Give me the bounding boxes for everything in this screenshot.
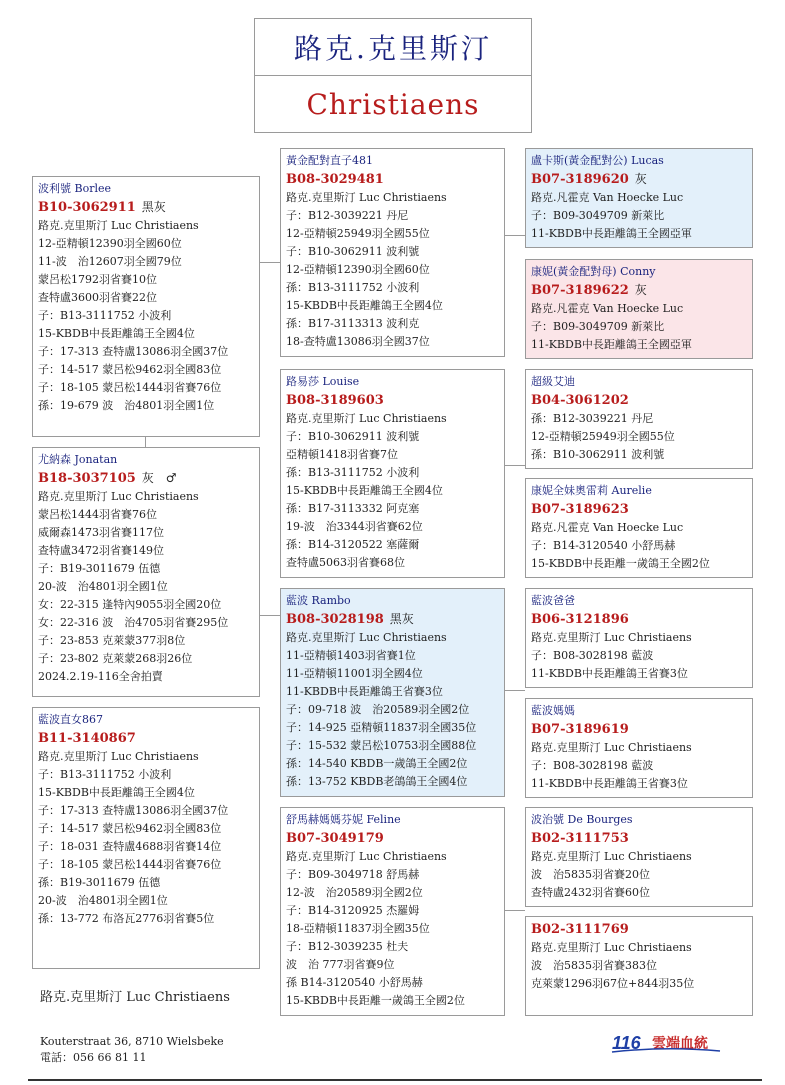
ring-number: B02-3111769 bbox=[531, 922, 629, 937]
detail-line: 子：B14-3120540 小舒馬赫 bbox=[531, 539, 676, 552]
detail-line: 18-亞精頓11837羽全國35位 bbox=[286, 922, 430, 935]
connector-line bbox=[260, 262, 280, 263]
detail-line: 20-波 治4801羽全國1位 bbox=[38, 894, 168, 907]
ring-number-row bbox=[531, 391, 747, 410]
logo-graphic bbox=[610, 1032, 722, 1054]
ring-number: B02-3111753 bbox=[531, 831, 629, 846]
detail-line: 子：B09-3049709 新萊比 bbox=[531, 320, 665, 333]
title-en: Christiaens bbox=[306, 87, 480, 121]
detail-line: 孫 B14-3120540 小舒馬赫 bbox=[286, 976, 423, 989]
ring-number-row bbox=[286, 391, 499, 410]
ring-number: B08-3028198 bbox=[286, 612, 384, 627]
detail-line: 路克.克里斯汀 Luc Christiaens bbox=[286, 631, 447, 644]
detail-line: 子：18-105 蒙呂松1444羽省賽76位 bbox=[38, 858, 222, 871]
detail-line: 孫：B17-3113332 阿克塞 bbox=[286, 502, 420, 515]
detail-line: 蒙呂松1792羽省賽10位 bbox=[38, 273, 157, 286]
detail-line: 路克.克里斯汀 Luc Christiaens bbox=[38, 219, 199, 232]
ring-number-row bbox=[531, 920, 747, 939]
ring-number-row bbox=[286, 170, 499, 189]
detail-line: 路克.克里斯汀 Luc Christiaens bbox=[531, 850, 692, 863]
detail-line: 18-查特盧13086羽全國37位 bbox=[286, 335, 430, 348]
detail-line: 子：B19-3011679 伍德 bbox=[38, 562, 161, 575]
connector-line bbox=[505, 910, 525, 911]
detail-line: 19-波 治3344羽省賽62位 bbox=[286, 520, 423, 533]
detail-line: 子：B08-3028198 藍波 bbox=[531, 649, 654, 662]
detail-line: 波 治5835羽省賽20位 bbox=[531, 868, 650, 881]
detail-line: 孫：B14-3120522 塞薩爾 bbox=[286, 538, 420, 551]
pigeon-name: 黃金配對直子481 bbox=[286, 154, 373, 167]
detail-line: 子：18-105 蒙呂松1444羽省賽76位 bbox=[38, 381, 222, 394]
pedigree-card-sd bbox=[280, 369, 505, 578]
pigeon-name: 尤納森 Jonatan bbox=[38, 453, 118, 466]
ring-number: B10-3062911 bbox=[38, 200, 136, 215]
detail-line: 路克.克里斯汀 Luc Christiaens bbox=[531, 631, 692, 644]
detail-line: 11-亞精頓1403羽省賽1位 bbox=[286, 649, 416, 662]
detail-line: 子：B13-3111752 小波利 bbox=[38, 309, 172, 322]
pedigree-card-ds bbox=[280, 588, 505, 797]
detail-line: 11-KBDB中長距離鴿王全國亞軍 bbox=[531, 227, 692, 240]
pedigree-card-sds bbox=[525, 369, 753, 469]
ring-number: B07-3189620 bbox=[531, 172, 629, 187]
detail-line: 子：B09-3049709 新萊比 bbox=[531, 209, 665, 222]
pedigree-card-ddd bbox=[525, 916, 753, 1016]
pigeon-color: 黑灰 bbox=[389, 612, 414, 626]
pigeon-name: 藍波 Rambo bbox=[286, 594, 351, 607]
detail-line: 孫：B13-3111752 小波利 bbox=[286, 281, 420, 294]
pigeon-color: 灰 bbox=[634, 172, 647, 186]
detail-line: 11-KBDB中長距離鴿王省賽3位 bbox=[531, 777, 688, 790]
detail-line: 孫：B10-3062911 波利號 bbox=[531, 448, 665, 461]
detail-line: 子：14-517 蒙呂松9462羽全國83位 bbox=[38, 822, 222, 835]
detail-line: 路克.凡霍克 Van Hoecke Luc bbox=[531, 521, 684, 534]
pigeon-name: 波治號 De Bourges bbox=[531, 813, 633, 826]
detail-line: 路克.克里斯汀 Luc Christiaens bbox=[286, 191, 447, 204]
pigeon-name: 波利號 Borlee bbox=[38, 182, 111, 195]
detail-line: 15-KBDB中長距離鴿王全國4位 bbox=[38, 786, 195, 799]
detail-line: 孫：B19-3011679 伍德 bbox=[38, 876, 161, 889]
detail-line: 11-波 治12607羽全國79位 bbox=[38, 255, 182, 268]
pedigree-card-dds bbox=[525, 807, 753, 907]
detail-line: 11-KBDB中長距離鴿王省賽3位 bbox=[531, 667, 688, 680]
ring-number-row bbox=[531, 829, 747, 848]
ring-number: B04-3061202 bbox=[531, 393, 629, 408]
detail-line: 孫：14-540 KBDB一歲鴿王全國2位 bbox=[286, 757, 468, 770]
detail-line: 15-KBDB中長距離一歲鴿王全國2位 bbox=[286, 994, 465, 1007]
ring-number: B07-3049179 bbox=[286, 831, 384, 846]
detail-line: 子：15-532 蒙呂松10753羽全國88位 bbox=[286, 739, 477, 752]
pigeon-name: 藍波爸爸 bbox=[531, 594, 575, 607]
detail-line: 查特盧3472羽省賽149位 bbox=[38, 544, 164, 557]
detail-line: 孫：13-752 KBDB老鴿鴿王全國4位 bbox=[286, 775, 468, 788]
detail-line: 子：B13-3111752 小波利 bbox=[38, 768, 172, 781]
detail-line: 子：B10-3062911 波利號 bbox=[286, 430, 420, 443]
detail-line: 子：B12-3039235 杜夫 bbox=[286, 940, 409, 953]
detail-line: 15-KBDB中長距離鴿王全國4位 bbox=[286, 299, 443, 312]
detail-line: 路克.克里斯汀 Luc Christiaens bbox=[38, 750, 199, 763]
pigeon-name: 路易莎 Louise bbox=[286, 375, 360, 388]
detail-line: 20-波 治4801羽全國1位 bbox=[38, 580, 168, 593]
detail-line: 子：B12-3039221 丹尼 bbox=[286, 209, 409, 222]
detail-line: 女：22-316 波 治4705羽省賽295位 bbox=[38, 616, 229, 629]
detail-line: 12-亞精頓12390羽全國60位 bbox=[286, 263, 430, 276]
detail-line: 子：B14-3120925 杰羅姆 bbox=[286, 904, 420, 917]
ring-number: B11-3140867 bbox=[38, 731, 136, 746]
ring-number-row bbox=[531, 170, 747, 189]
connector-line bbox=[505, 690, 525, 691]
pigeon-name: 康妮全妹奧雷莉 Aurelie bbox=[531, 484, 652, 497]
header-box bbox=[254, 18, 532, 133]
detail-line: 孫：B17-3113313 波利克 bbox=[286, 317, 420, 330]
detail-line: 12-波 治20589羽全國2位 bbox=[286, 886, 423, 899]
detail-line: 路克.克里斯汀 Luc Christiaens bbox=[38, 490, 199, 503]
detail-line: 查特盧3600羽省賽22位 bbox=[38, 291, 157, 304]
breeder-contact bbox=[40, 1034, 224, 1066]
detail-line: 亞精頓1418羽省賽7位 bbox=[286, 448, 398, 461]
detail-line: 11-KBDB中長距離鴿王全國亞軍 bbox=[531, 338, 692, 351]
pedigree-card-ssd bbox=[525, 259, 753, 359]
pedigree-card-dss bbox=[525, 588, 753, 688]
detail-line: 子：09-718 波 治20589羽全國2位 bbox=[286, 703, 470, 716]
detail-line: 15-KBDB中長距離鴿王全國4位 bbox=[38, 327, 195, 340]
ring-number-row bbox=[38, 198, 254, 217]
pedigree-card-sire bbox=[32, 176, 260, 437]
logo-text: 雲端血統 bbox=[652, 1036, 708, 1052]
detail-line: 路克.克里斯汀 Luc Christiaens bbox=[286, 412, 447, 425]
pedigree-card-dsd bbox=[525, 698, 753, 798]
ring-number-row bbox=[531, 610, 747, 629]
detail-line: 孫：13-772 布洛瓦2776羽省賽5位 bbox=[38, 912, 215, 925]
detail-line: 子：23-853 克萊蒙377羽8位 bbox=[38, 634, 186, 647]
ring-number: B07-3189623 bbox=[531, 502, 629, 517]
detail-line: 2024.2.19-116全舍拍賣 bbox=[38, 670, 163, 683]
breeder-address: Kouterstraat 36, 8710 Wielsbeke bbox=[40, 1035, 224, 1048]
ring-number: B06-3121896 bbox=[531, 612, 629, 627]
pedigree-card-sdd bbox=[525, 478, 753, 578]
detail-line: 11-KBDB中長距離鴿王省賽3位 bbox=[286, 685, 443, 698]
pedigree-card-ss bbox=[280, 148, 505, 357]
detail-line: 12-亞精頓12390羽全國60位 bbox=[38, 237, 182, 250]
connector-line bbox=[505, 465, 525, 466]
pigeon-name: 盧卡斯(黃金配對公) Lucas bbox=[531, 154, 664, 167]
detail-line: 路克.克里斯汀 Luc Christiaens bbox=[531, 741, 692, 754]
detail-line: 路克.凡霍克 Van Hoecke Luc bbox=[531, 302, 684, 315]
detail-line: 克萊蒙1296羽67位+844羽35位 bbox=[531, 977, 695, 990]
detail-line: 子：14-925 亞精頓11837羽全國35位 bbox=[286, 721, 477, 734]
ring-number: B18-3037105 bbox=[38, 471, 136, 486]
detail-line: 路克.凡霍克 Van Hoecke Luc bbox=[531, 191, 684, 204]
detail-line: 路克.克里斯汀 Luc Christiaens bbox=[286, 850, 447, 863]
title-cn: 路克.克里斯汀 bbox=[255, 19, 531, 76]
bottom-divider bbox=[28, 1079, 762, 1081]
ring-number-row bbox=[286, 829, 499, 848]
detail-line: 子：17-313 查特盧13086羽全國37位 bbox=[38, 804, 229, 817]
detail-line: 波 治5835羽省賽383位 bbox=[531, 959, 657, 972]
detail-line: 路克.克里斯汀 Luc Christiaens bbox=[531, 941, 692, 954]
ring-number-row bbox=[38, 729, 254, 748]
ring-number-row bbox=[286, 610, 499, 629]
pedigree-card-third bbox=[32, 707, 260, 969]
detail-line: 查特盧5063羽省賽68位 bbox=[286, 556, 405, 569]
ring-number: B07-3189622 bbox=[531, 283, 629, 298]
connector-line bbox=[505, 235, 525, 236]
detail-line: 子：18-031 查特盧4688羽省賽14位 bbox=[38, 840, 222, 853]
pigeon-color: 灰 bbox=[634, 283, 647, 297]
detail-line: 子：B09-3049718 舒馬赫 bbox=[286, 868, 420, 881]
ring-number: B08-3029481 bbox=[286, 172, 384, 187]
pedigree-card-dd bbox=[280, 807, 505, 1016]
detail-line: 波 治 777羽省賽9位 bbox=[286, 958, 395, 971]
detail-line: 孫：B13-3111752 小波利 bbox=[286, 466, 420, 479]
detail-line: 子：B08-3028198 藍波 bbox=[531, 759, 654, 772]
detail-line: 12-亞精頓25949羽全國55位 bbox=[286, 227, 430, 240]
detail-line: 15-KBDB中長距離鴿王全國4位 bbox=[286, 484, 443, 497]
breeder-name: 路克.克里斯汀 Luc Christiaens bbox=[40, 990, 230, 1005]
pigeon-name: 藍波媽媽 bbox=[531, 704, 575, 717]
detail-line: 孫：B12-3039221 丹尼 bbox=[531, 412, 654, 425]
pigeon-color: 灰 ♂ bbox=[141, 471, 177, 485]
pedigree-card-dam bbox=[32, 447, 260, 697]
detail-line: 子：B10-3062911 波利號 bbox=[286, 245, 420, 258]
breeder-phone: 電話：056 66 81 11 bbox=[40, 1051, 147, 1064]
ring-number-row bbox=[38, 469, 254, 488]
detail-line: 查特盧2432羽省賽60位 bbox=[531, 886, 650, 899]
ring-number-row bbox=[531, 500, 747, 519]
connector-line bbox=[260, 615, 280, 616]
pigeon-name: 超級艾迪 bbox=[531, 375, 575, 388]
pigeon-name: 康妮(黃金配對母) Conny bbox=[531, 265, 656, 278]
detail-line: 11-亞精頓11001羽全國4位 bbox=[286, 667, 423, 680]
ring-number: B08-3189603 bbox=[286, 393, 384, 408]
ring-number-row bbox=[531, 720, 747, 739]
detail-line: 蒙呂松1444羽省賽76位 bbox=[38, 508, 157, 521]
detail-line: 子：14-517 蒙呂松9462羽全國83位 bbox=[38, 363, 222, 376]
detail-line: 子：17-313 查特盧13086羽全國37位 bbox=[38, 345, 229, 358]
connector-line bbox=[145, 437, 146, 447]
pigeon-color: 黑灰 bbox=[141, 200, 166, 214]
detail-line: 子：23-802 克萊蒙268羽26位 bbox=[38, 652, 193, 665]
logo-number: 116 bbox=[612, 1033, 641, 1053]
ring-number-row bbox=[531, 281, 747, 300]
detail-line: 威爾森1473羽省賽117位 bbox=[38, 526, 164, 539]
detail-line: 女：22-315 逢特內9055羽全國20位 bbox=[38, 598, 222, 611]
detail-line: 孫：19-679 波 治4801羽全國1位 bbox=[38, 399, 215, 412]
ring-number: B07-3189619 bbox=[531, 722, 629, 737]
pigeon-name: 藍波直女867 bbox=[38, 713, 103, 726]
detail-line: 12-亞精頓25949羽全國55位 bbox=[531, 430, 675, 443]
pigeon-name: 舒馬赫媽媽芬妮 Feline bbox=[286, 813, 401, 826]
detail-line: 15-KBDB中長距離一歲鴿王全國2位 bbox=[531, 557, 710, 570]
pedigree-card-sss bbox=[525, 148, 753, 248]
cloud-pedigree-logo bbox=[610, 1032, 722, 1054]
